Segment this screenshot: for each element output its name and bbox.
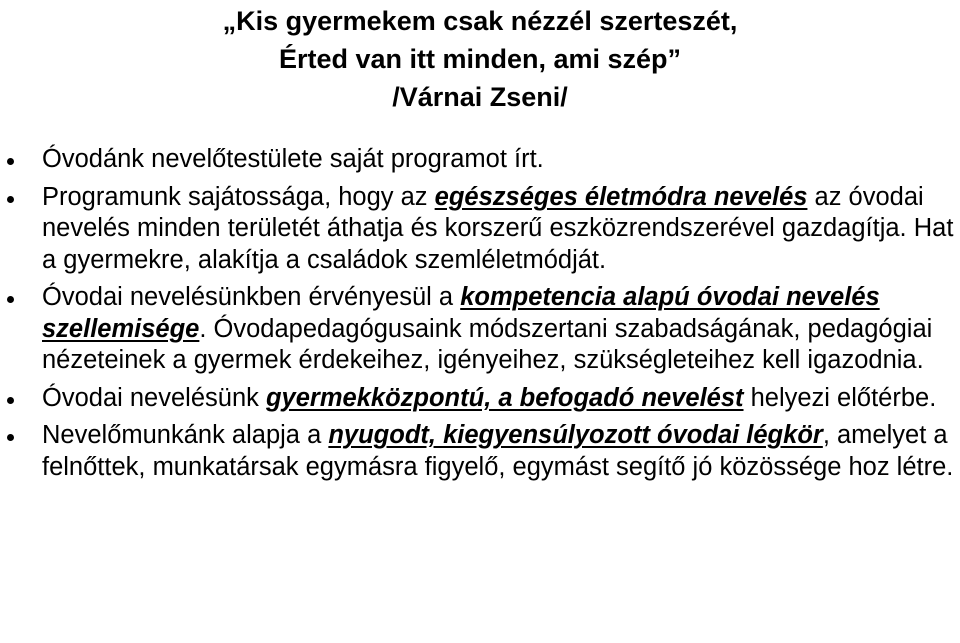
bullet-text-before: Programunk sajátossága, hogy az [42, 182, 435, 211]
slide-title [0, 2, 960, 116]
bullet-emphasis: kompetencia alapú óvodai nevelés szellemisége [42, 283, 880, 343]
bullet-dot-icon [7, 296, 14, 303]
bullet-dot-icon [7, 434, 14, 441]
bullet-list [0, 144, 960, 489]
bullet-dot-icon [7, 397, 14, 404]
bullet-text-before: Óvodai nevelésünk [42, 383, 266, 412]
title-line-1: „Kis gyermekem csak nézzél szerteszét, [222, 6, 738, 36]
bullet-emphasis: gyermekközpontú, a befogadó nevelést [265, 383, 744, 412]
bullet-item-3 [0, 282, 960, 377]
bullet-item-1 [0, 144, 960, 176]
bullet-item-5 [0, 420, 960, 483]
bullet-item-4 [0, 383, 960, 415]
bullet-text-before: Nevelőmunkánk alapja a [42, 421, 329, 449]
title-line-3-author: /Várnai Zseni/ [392, 82, 568, 112]
bullet-text-before: Óvodai nevelésünkben érvényesül a [42, 283, 461, 311]
bullet-emphasis: nyugodt, kiegyensúlyozott óvodai légkör [328, 421, 823, 449]
title-line-2: Érted van itt minden, ami szép” [278, 44, 682, 74]
bullet-text-after: , amelyet a felnőttek, munkatársak egymásra figyelő, egymást segítő jó közössége hoz létre. [42, 421, 954, 481]
bullet-item-2 [0, 182, 960, 277]
bullet-emphasis: egészséges életmódra nevelés [434, 182, 808, 211]
bullet-text-after: . Óvodapedagógusaink módszertani szabadságának, pedagógiai nézeteinek a gyermek érdekeihez, igényeihez, szükségleteihez kell igazodnia. [42, 314, 933, 374]
bullet-text-after: az óvodai nevelés minden területét áthatja és korszerű eszközrendszerével gazdagítja. Hat a gyermekre, alakítja a családok szemléletmódját. [42, 182, 954, 274]
bullet-dot-icon [7, 158, 14, 165]
bullet-text: Óvodánk nevelőtestülete saját programot írt. [42, 145, 544, 173]
bullet-text-after: helyezi előtérbe. [743, 383, 937, 412]
bullet-dot-icon [7, 196, 14, 203]
